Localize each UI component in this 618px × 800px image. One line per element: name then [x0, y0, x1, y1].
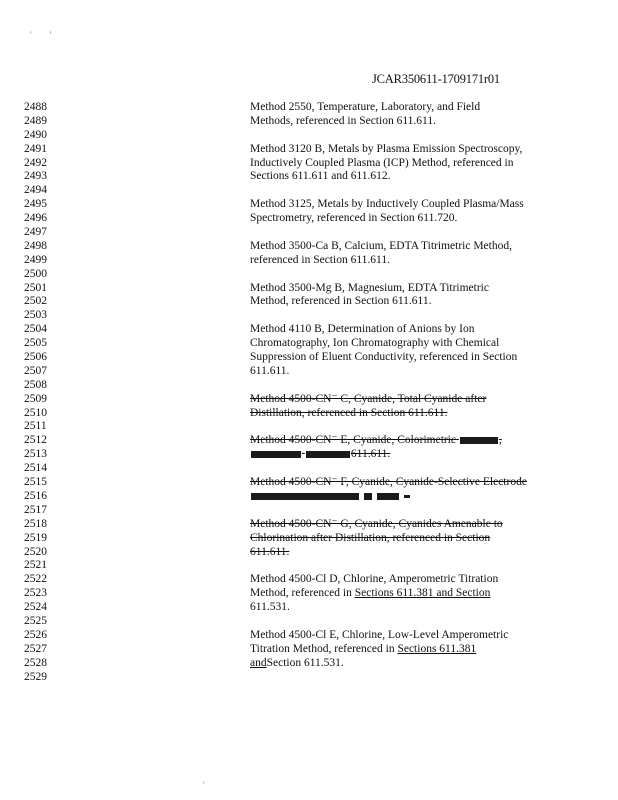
- redaction-mark: [364, 493, 372, 500]
- blank-line: [250, 462, 550, 476]
- entry-3120-line: Inductively Coupled Plasma (ICP) Method, referenced in: [250, 156, 514, 169]
- line-number: 2492: [24, 156, 47, 169]
- entry-4500cn-e-struck-line: [250, 434, 550, 448]
- line-number: 2498: [24, 239, 47, 252]
- line-number: 2524: [24, 601, 47, 614]
- blank-line: [250, 129, 550, 143]
- entry-4500cn-f-struck-line: Method 4500-CN⁻ F, Cyanide, Cyanide-Selective Electrode: [250, 476, 527, 489]
- line-number: 2500: [24, 267, 47, 280]
- entry-4110-line: Method 4110 B, Determination of Anions by Ion: [250, 323, 475, 336]
- entry-3120-line: Method 3120 B, Metals by Plasma Emission Spectroscopy,: [250, 142, 523, 155]
- line-number: 2514: [24, 462, 47, 475]
- redaction-mark: [251, 451, 301, 458]
- entry-3500ca-line: referenced in Section 611.611.: [250, 253, 390, 266]
- line-number: 2526: [24, 628, 47, 641]
- entry-4110-line: 611.611.: [250, 364, 290, 377]
- line-number: 2491: [24, 142, 47, 155]
- entry-4500cl-d-text: Method, referenced in: [250, 587, 355, 600]
- line-number: 2511: [24, 420, 47, 433]
- line-number-column: [24, 101, 84, 684]
- entry-4500cn-e-comma: ,: [498, 434, 502, 447]
- line-number: 2523: [24, 587, 47, 600]
- entry-4500cl-d-line: Method 4500-Cl D, Chlorine, Amperometric Titration: [250, 573, 499, 586]
- blank-line: [250, 420, 550, 434]
- line-number: 2490: [24, 128, 47, 141]
- line-number: 2509: [24, 392, 47, 405]
- entry-4500cn-c-struck-line: Distillation, referenced in Section 611.611.: [250, 406, 448, 419]
- line-number: 2504: [24, 323, 47, 336]
- redaction-mark: [306, 451, 350, 458]
- document-body: [250, 101, 550, 671]
- line-number: 2507: [24, 364, 47, 377]
- entry-4500cl-d-line: [250, 587, 550, 601]
- line-number: 2496: [24, 212, 47, 225]
- line-number: 2506: [24, 351, 47, 364]
- document-id: JCAR350611-1709171r01: [372, 72, 500, 86]
- line-number: 2522: [24, 573, 47, 586]
- redaction-mark: [404, 495, 410, 498]
- entry-3500mg-line: Method, referenced in Section 611.611.: [250, 295, 432, 308]
- inserted-text: and: [250, 656, 267, 669]
- line-number: 2519: [24, 531, 47, 544]
- line-number: 2512: [24, 434, 47, 447]
- entry-4500cl-e-text: Section 611.531.: [266, 656, 344, 669]
- line-number: 2517: [24, 503, 47, 516]
- line-number: 2515: [24, 476, 47, 489]
- line-number: 2499: [24, 253, 47, 266]
- line-number: 2495: [24, 198, 47, 211]
- entry-3120-line: Sections 611.611 and 611.612.: [250, 170, 391, 183]
- line-number: 2489: [24, 114, 47, 127]
- redaction-mark: [460, 437, 498, 444]
- line-number: 2529: [24, 670, 47, 683]
- inserted-text: Sections 611.381: [397, 642, 477, 655]
- redaction-mark: [377, 493, 399, 500]
- line-number: 2527: [24, 642, 47, 655]
- entry-4500cn-e-section: 611.611.: [350, 448, 391, 461]
- line-number: 2503: [24, 309, 47, 322]
- entry-4500cl-e-text: Titration Method, referenced in: [250, 642, 398, 655]
- entry-3125-line: Method 3125, Metals by Inductively Coupled Plasma/Mass: [250, 198, 524, 211]
- entry-4110-line: Chromatography, Ion Chromatography with Chemical: [250, 337, 500, 350]
- line-number: 2508: [24, 378, 47, 391]
- line-number: 2502: [24, 295, 47, 308]
- entry-4500cn-g-struck-line: 611.611.: [250, 545, 290, 558]
- line-number: 2521: [24, 559, 47, 572]
- line-number: 2510: [24, 406, 47, 419]
- line-number: 2525: [24, 614, 47, 627]
- line-number: 2488: [24, 101, 47, 113]
- line-number: 2518: [24, 517, 47, 530]
- blank-line: [250, 559, 550, 573]
- entry-4500cn-e-struck-line: [250, 448, 550, 462]
- line-number: 2494: [24, 184, 47, 197]
- entry-4500cl-d-line: 611.531.: [250, 601, 290, 614]
- blank-line: [250, 379, 550, 393]
- line-number: 2497: [24, 226, 47, 239]
- entry-2550-line: Method 2550, Temperature, Laboratory, and Field: [250, 101, 481, 113]
- entry-3500ca-line: Method 3500-Ca B, Calcium, EDTA Titrimetric Method,: [250, 239, 512, 252]
- line-number: 2528: [24, 656, 47, 669]
- scan-speck: ': [203, 780, 205, 790]
- line-number: 2505: [24, 337, 47, 350]
- blank-line: [250, 504, 550, 518]
- redaction-mark: [251, 493, 359, 500]
- entry-4500cn-e-text: Method 4500-CN⁻ E, Cyanide, Colorimetric: [250, 434, 457, 447]
- line-number: 2520: [24, 545, 47, 558]
- entry-4500cn-g-struck-line: Chlorination after Distillation, referenced in Section: [250, 531, 491, 544]
- scan-specks: ' ': [30, 30, 52, 40]
- entry-4500cl-e-line: Method 4500-Cl E, Chlorine, Low-Level Amperometric: [250, 628, 509, 641]
- blank-line: [250, 268, 550, 282]
- entry-4500cl-e-line: [250, 657, 550, 671]
- line-number: 2501: [24, 281, 47, 294]
- entry-4500cn-f-redacted-line: [250, 490, 550, 504]
- entry-4500cn-g-struck-line: Method 4500-CN⁻ G, Cyanide, Cyanides Amenable to: [250, 517, 503, 530]
- blank-line: [250, 226, 550, 240]
- entry-4110-line: Suppression of Eluent Conductivity, referenced in Section: [250, 351, 518, 364]
- entry-3125-line: Spectrometry, referenced in Section 611.720.: [250, 212, 458, 225]
- entry-4500cl-e-line: [250, 643, 550, 657]
- blank-line: [250, 309, 550, 323]
- blank-line: [250, 615, 550, 629]
- blank-line: [250, 184, 550, 198]
- entry-3500mg-line: Method 3500-Mg B, Magnesium, EDTA Titrimetric: [250, 281, 489, 294]
- entry-2550-line: Methods, referenced in Section 611.611.: [250, 114, 436, 127]
- inserted-text: Sections 611.381 and Section: [354, 587, 491, 600]
- line-number: 2513: [24, 448, 47, 461]
- line-number: 2493: [24, 170, 47, 183]
- entry-4500cn-c-struck-line: Method 4500-CN⁻ C, Cyanide, Total Cyanide after: [250, 392, 487, 405]
- line-number: 2516: [24, 489, 47, 502]
